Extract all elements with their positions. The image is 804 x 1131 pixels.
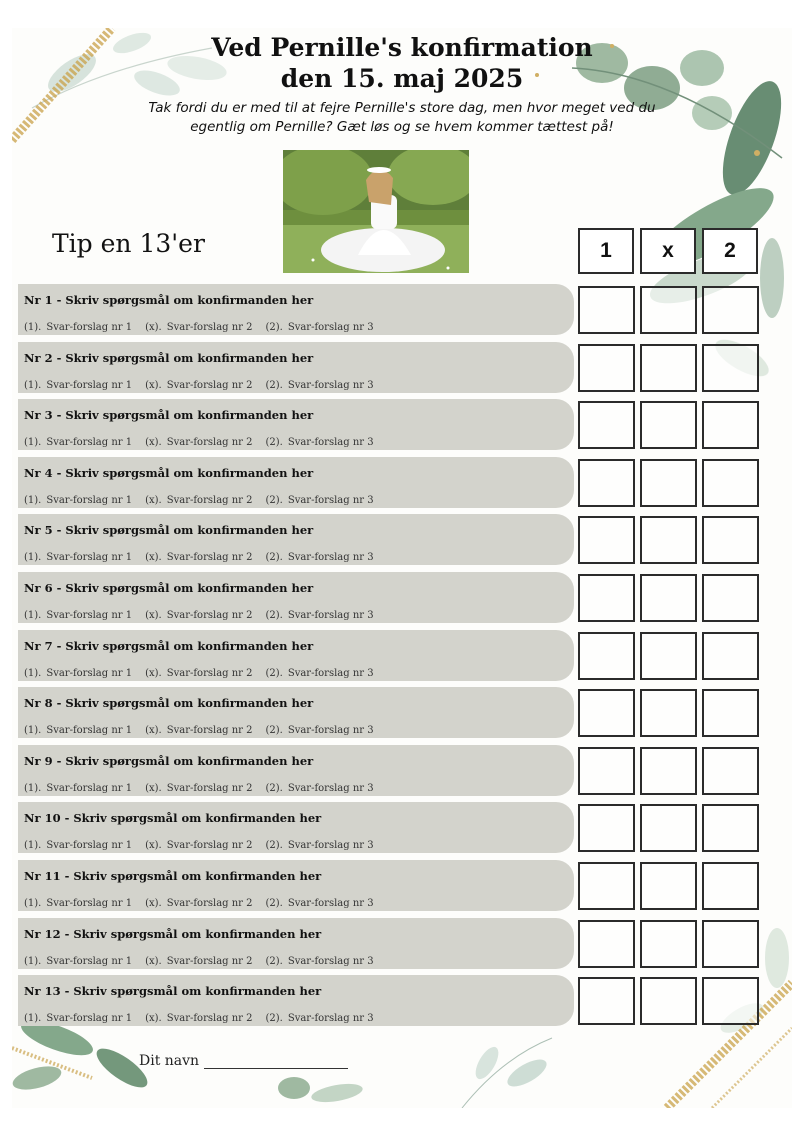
option-label: (x). <box>145 725 162 736</box>
tip-heading: Tip en 13'er <box>52 229 205 258</box>
option-label: (x). <box>145 668 162 679</box>
option-label: (2). <box>265 840 283 851</box>
option-label: (x). <box>145 437 162 448</box>
option-text: Svar-forslag nr 3 <box>287 668 374 679</box>
option-text: Svar-forslag nr 1 <box>46 956 133 967</box>
option-text: Svar-forslag nr 2 <box>166 898 253 909</box>
answer-box-2[interactable] <box>702 977 759 1025</box>
question-options <box>24 380 387 391</box>
column-header-x: x <box>640 228 696 274</box>
option-label: (1). <box>24 840 42 851</box>
option-label: (x). <box>145 552 162 563</box>
option-text: Svar-forslag nr 3 <box>287 495 374 506</box>
option-text: Svar-forslag nr 3 <box>287 783 374 794</box>
title-line-2: den 15. maj 2025 <box>280 64 524 93</box>
question-title: Nr 7 - Skriv spørgsmål om konfirmanden her <box>24 639 314 653</box>
option-label: (1). <box>24 898 42 909</box>
option-label: (x). <box>145 495 162 506</box>
answer-box-2[interactable] <box>702 286 759 334</box>
option-text: Svar-forslag nr 3 <box>287 322 374 333</box>
answer-box-1[interactable] <box>578 286 635 334</box>
answer-box-2[interactable] <box>702 920 759 968</box>
answer-box-2[interactable] <box>702 516 759 564</box>
option-label: (1). <box>24 552 42 563</box>
answer-box-1[interactable] <box>578 632 635 680</box>
answer-box-1[interactable] <box>578 747 635 795</box>
option-label: (1). <box>24 495 42 506</box>
option-text: Svar-forslag nr 1 <box>46 380 133 391</box>
question-title: Nr 13 - Skriv spørgsmål om konfirmanden her <box>24 984 322 998</box>
option-text: Svar-forslag nr 3 <box>287 840 374 851</box>
answer-box-2[interactable] <box>702 747 759 795</box>
option-text: Svar-forslag nr 1 <box>46 495 133 506</box>
option-text: Svar-forslag nr 3 <box>287 1013 374 1024</box>
question-options <box>24 725 387 736</box>
answer-box-x[interactable] <box>640 747 697 795</box>
answer-box-x[interactable] <box>640 632 697 680</box>
option-label: (1). <box>24 380 42 391</box>
option-text: Svar-forslag nr 3 <box>287 898 374 909</box>
option-label: (2). <box>265 783 283 794</box>
option-text: Svar-forslag nr 2 <box>166 668 253 679</box>
option-text: Svar-forslag nr 1 <box>46 552 133 563</box>
answer-box-x[interactable] <box>640 516 697 564</box>
option-label: (2). <box>265 610 283 621</box>
column-header-2: 2 <box>702 228 758 274</box>
question-title: Nr 8 - Skriv spørgsmål om konfirmanden her <box>24 696 314 710</box>
question-title: Nr 12 - Skriv spørgsmål om konfirmanden her <box>24 927 322 941</box>
answer-box-x[interactable] <box>640 920 697 968</box>
option-text: Svar-forslag nr 2 <box>166 322 253 333</box>
subtitle-line-1: Tak fordi du er med til at fejre Pernille's store dag, men hvor meget ved du <box>148 100 656 116</box>
question-title: Nr 4 - Skriv spørgsmål om konfirmanden her <box>24 466 314 480</box>
option-label: (x). <box>145 956 162 967</box>
question-title: Nr 5 - Skriv spørgsmål om konfirmanden her <box>24 523 314 537</box>
option-label: (2). <box>265 552 283 563</box>
option-label: (2). <box>265 380 283 391</box>
option-label: (x). <box>145 380 162 391</box>
column-header-1: 1 <box>578 228 634 274</box>
option-label: (1). <box>24 1013 42 1024</box>
answer-box-x[interactable] <box>640 977 697 1025</box>
option-text: Svar-forslag nr 2 <box>166 783 253 794</box>
answer-box-1[interactable] <box>578 344 635 392</box>
question-title: Nr 3 - Skriv spørgsmål om konfirmanden her <box>24 408 314 422</box>
answer-box-2[interactable] <box>702 574 759 622</box>
subtitle-line-2: egentlig om Pernille? Gæt løs og se hvem kommer tættest på! <box>190 119 614 135</box>
option-label: (2). <box>265 322 283 333</box>
answer-box-1[interactable] <box>578 804 635 852</box>
answer-box-x[interactable] <box>640 804 697 852</box>
option-text: Svar-forslag nr 1 <box>46 1013 133 1024</box>
answer-box-1[interactable] <box>578 977 635 1025</box>
name-input-line[interactable] <box>204 1068 348 1069</box>
answer-box-1[interactable] <box>578 862 635 910</box>
option-text: Svar-forslag nr 2 <box>166 840 253 851</box>
answer-box-2[interactable] <box>702 401 759 449</box>
answer-box-2[interactable] <box>702 689 759 737</box>
question-options <box>24 1013 387 1024</box>
question-title: Nr 2 - Skriv spørgsmål om konfirmanden her <box>24 351 314 365</box>
option-label: (x). <box>145 1013 162 1024</box>
option-text: Svar-forslag nr 1 <box>46 840 133 851</box>
option-text: Svar-forslag nr 1 <box>46 725 133 736</box>
option-text: Svar-forslag nr 3 <box>287 956 374 967</box>
option-text: Svar-forslag nr 1 <box>46 898 133 909</box>
question-options <box>24 437 387 448</box>
option-text: Svar-forslag nr 2 <box>166 437 253 448</box>
option-label: (2). <box>265 1013 283 1024</box>
option-label: (2). <box>265 495 283 506</box>
question-options <box>24 956 387 967</box>
title-line-1: Ved Pernille's konfirmation <box>211 33 593 62</box>
question-options <box>24 783 387 794</box>
option-text: Svar-forslag nr 3 <box>287 380 374 391</box>
question-options <box>24 610 387 621</box>
answer-box-1[interactable] <box>578 459 635 507</box>
option-label: (1). <box>24 725 42 736</box>
option-label: (x). <box>145 783 162 794</box>
option-label: (x). <box>145 322 162 333</box>
question-options <box>24 322 387 333</box>
answer-box-x[interactable] <box>640 344 697 392</box>
option-label: (1). <box>24 783 42 794</box>
question-title: Nr 1 - Skriv spørgsmål om konfirmanden her <box>24 293 314 307</box>
answer-box-1[interactable] <box>578 516 635 564</box>
answer-box-x[interactable] <box>640 689 697 737</box>
option-text: Svar-forslag nr 1 <box>46 322 133 333</box>
option-label: (2). <box>265 668 283 679</box>
option-label: (x). <box>145 898 162 909</box>
option-text: Svar-forslag nr 1 <box>46 610 133 621</box>
option-text: Svar-forslag nr 1 <box>46 668 133 679</box>
answer-box-2[interactable] <box>702 344 759 392</box>
question-options <box>24 495 387 506</box>
answer-box-1[interactable] <box>578 574 635 622</box>
confirmand-photo <box>283 150 469 273</box>
option-label: (1). <box>24 610 42 621</box>
option-label: (2). <box>265 956 283 967</box>
option-text: Svar-forslag nr 2 <box>166 495 253 506</box>
answer-box-x[interactable] <box>640 401 697 449</box>
option-label: (2). <box>265 725 283 736</box>
option-text: Svar-forslag nr 2 <box>166 610 253 621</box>
option-label: (1). <box>24 956 42 967</box>
option-text: Svar-forslag nr 3 <box>287 437 374 448</box>
question-title: Nr 10 - Skriv spørgsmål om konfirmanden her <box>24 811 322 825</box>
answer-box-2[interactable] <box>702 804 759 852</box>
question-options <box>24 840 387 851</box>
answer-box-1[interactable] <box>578 401 635 449</box>
name-label: Dit navn <box>139 1053 200 1069</box>
answer-box-2[interactable] <box>702 862 759 910</box>
question-options <box>24 552 387 563</box>
answer-box-x[interactable] <box>640 574 697 622</box>
option-text: Svar-forslag nr 3 <box>287 725 374 736</box>
question-title: Nr 9 - Skriv spørgsmål om konfirmanden her <box>24 754 314 768</box>
question-options <box>24 668 387 679</box>
option-text: Svar-forslag nr 1 <box>46 437 133 448</box>
option-text: Svar-forslag nr 2 <box>166 1013 253 1024</box>
answer-box-2[interactable] <box>702 459 759 507</box>
question-options <box>24 898 387 909</box>
option-label: (1). <box>24 668 42 679</box>
option-label: (2). <box>265 437 283 448</box>
option-text: Svar-forslag nr 2 <box>166 956 253 967</box>
question-title: Nr 11 - Skriv spørgsmål om konfirmanden her <box>24 869 322 883</box>
option-label: (x). <box>145 610 162 621</box>
option-text: Svar-forslag nr 2 <box>166 552 253 563</box>
option-text: Svar-forslag nr 3 <box>287 552 374 563</box>
option-text: Svar-forslag nr 2 <box>166 725 253 736</box>
answer-box-x[interactable] <box>640 286 697 334</box>
option-label: (1). <box>24 437 42 448</box>
option-text: Svar-forslag nr 3 <box>287 610 374 621</box>
option-label: (x). <box>145 840 162 851</box>
answer-box-2[interactable] <box>702 632 759 680</box>
answer-box-x[interactable] <box>640 459 697 507</box>
option-text: Svar-forslag nr 2 <box>166 380 253 391</box>
option-label: (1). <box>24 322 42 333</box>
option-label: (2). <box>265 898 283 909</box>
question-title: Nr 6 - Skriv spørgsmål om konfirmanden her <box>24 581 314 595</box>
answer-box-1[interactable] <box>578 920 635 968</box>
answer-box-x[interactable] <box>640 862 697 910</box>
option-text: Svar-forslag nr 1 <box>46 783 133 794</box>
answer-box-1[interactable] <box>578 689 635 737</box>
